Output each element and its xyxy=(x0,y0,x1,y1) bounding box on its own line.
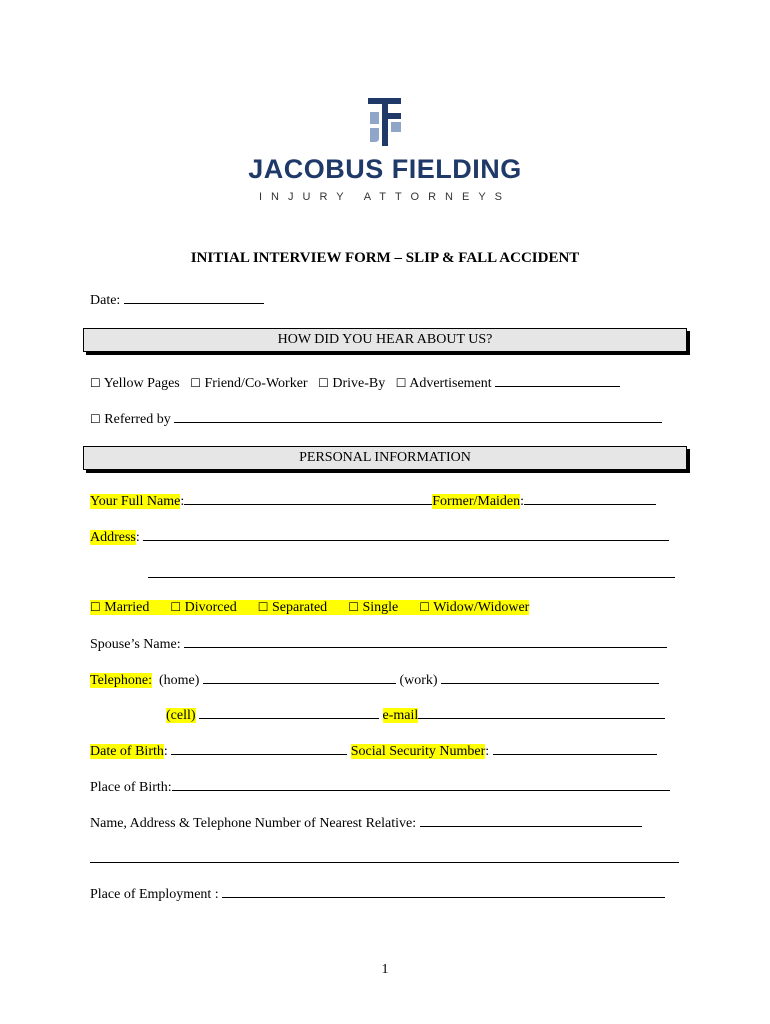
dob-field[interactable] xyxy=(171,741,347,755)
home-phone-field[interactable] xyxy=(203,670,396,684)
checkbox-married-icon[interactable]: ☐ xyxy=(90,600,101,614)
telephone-row xyxy=(90,670,659,690)
address-field-1[interactable] xyxy=(143,527,669,541)
former-maiden-field[interactable] xyxy=(524,491,656,505)
former-maiden-label: Former/Maiden xyxy=(432,494,521,509)
checkbox-separated-icon[interactable]: ☐ xyxy=(257,600,269,614)
work-phone-field[interactable] xyxy=(441,670,659,684)
logo-mark-icon xyxy=(368,98,402,146)
date-row xyxy=(90,290,264,310)
ssn-label: Social Security Number xyxy=(350,744,486,759)
cell-email-row xyxy=(166,705,665,725)
address-row xyxy=(90,527,669,547)
employment-field[interactable] xyxy=(222,884,665,898)
place-of-birth-row xyxy=(90,777,670,797)
spouse-row xyxy=(90,634,667,654)
option-advertisement: Advertisement xyxy=(409,376,492,391)
logo-name: JACOBUS FIELDING xyxy=(248,154,522,184)
logo-tagline: INJURY ATTORNEYS xyxy=(259,191,511,203)
relative-row xyxy=(90,813,642,833)
checkbox-referred-icon[interactable]: ☐ xyxy=(90,412,101,426)
full-name-row xyxy=(90,491,656,511)
employment-row xyxy=(90,884,665,904)
ssn-field[interactable] xyxy=(493,741,657,755)
email-field[interactable] xyxy=(418,705,665,719)
place-of-birth-label: Place of Birth: xyxy=(90,780,172,795)
section-header-hear-about: HOW DID YOU HEAR ABOUT US? xyxy=(83,328,687,352)
employment-label: Place of Employment : xyxy=(90,887,219,902)
hear-options-row xyxy=(90,373,620,393)
option-widow: Widow/Widower xyxy=(433,600,530,615)
option-drive-by: Drive-By xyxy=(332,376,386,391)
address-label: Address xyxy=(90,530,136,545)
referred-by-field[interactable] xyxy=(174,409,662,423)
work-label: (work) xyxy=(399,673,438,688)
option-married: Married xyxy=(104,600,150,615)
checkbox-friend-icon[interactable]: ☐ xyxy=(190,376,201,390)
option-divorced: Divorced xyxy=(184,600,237,615)
date-field[interactable] xyxy=(124,290,264,304)
place-of-birth-field[interactable] xyxy=(172,777,670,791)
page-number: 1 xyxy=(381,962,389,977)
checkbox-widow-icon[interactable]: ☐ xyxy=(419,600,430,614)
option-yellow-pages: Yellow Pages xyxy=(103,376,180,391)
section-header-personal: PERSONAL INFORMATION xyxy=(83,446,687,470)
dob-label: Date of Birth xyxy=(90,744,164,759)
option-separated: Separated xyxy=(271,600,328,615)
former-maiden-colon: : xyxy=(520,494,525,509)
full-name-colon: : xyxy=(180,494,185,509)
spouse-field[interactable] xyxy=(184,634,667,648)
marital-status-row xyxy=(90,598,529,617)
address-colon: : xyxy=(135,530,140,545)
home-label: (home) xyxy=(159,673,200,688)
option-friend: Friend/Co-Worker xyxy=(204,376,308,391)
checkbox-divorced-icon[interactable]: ☐ xyxy=(170,600,182,614)
telephone-label: Telephone: xyxy=(90,673,152,688)
relative-label: Name, Address & Telephone Number of Nearest Relative: xyxy=(90,816,417,831)
checkbox-single-icon[interactable]: ☐ xyxy=(348,600,359,614)
ssn-colon: : xyxy=(485,744,490,759)
advertisement-field[interactable] xyxy=(495,373,620,387)
email-label: e-mail xyxy=(382,708,419,723)
checkbox-drive-by-icon[interactable]: ☐ xyxy=(318,376,329,390)
relative-field-2[interactable] xyxy=(90,862,679,863)
option-referred-by: Referred by xyxy=(104,412,171,427)
form-title: INITIAL INTERVIEW FORM – SLIP & FALL ACCIDENT xyxy=(190,250,580,266)
full-name-field[interactable] xyxy=(184,491,432,505)
cell-label: (cell) xyxy=(166,708,196,723)
cell-phone-field[interactable] xyxy=(199,705,379,719)
referred-row xyxy=(90,409,662,429)
dob-colon: : xyxy=(163,744,168,759)
address-field-2[interactable] xyxy=(148,577,675,578)
checkbox-advertisement-icon[interactable]: ☐ xyxy=(395,376,407,390)
dob-ssn-row xyxy=(90,741,657,761)
relative-field-1[interactable] xyxy=(420,813,642,827)
checkbox-yellow-pages-icon[interactable]: ☐ xyxy=(90,376,101,390)
date-label: Date: xyxy=(90,293,121,308)
option-single: Single xyxy=(362,600,399,615)
full-name-label: Your Full Name xyxy=(90,494,181,509)
spouse-label: Spouse’s Name: xyxy=(90,637,181,652)
